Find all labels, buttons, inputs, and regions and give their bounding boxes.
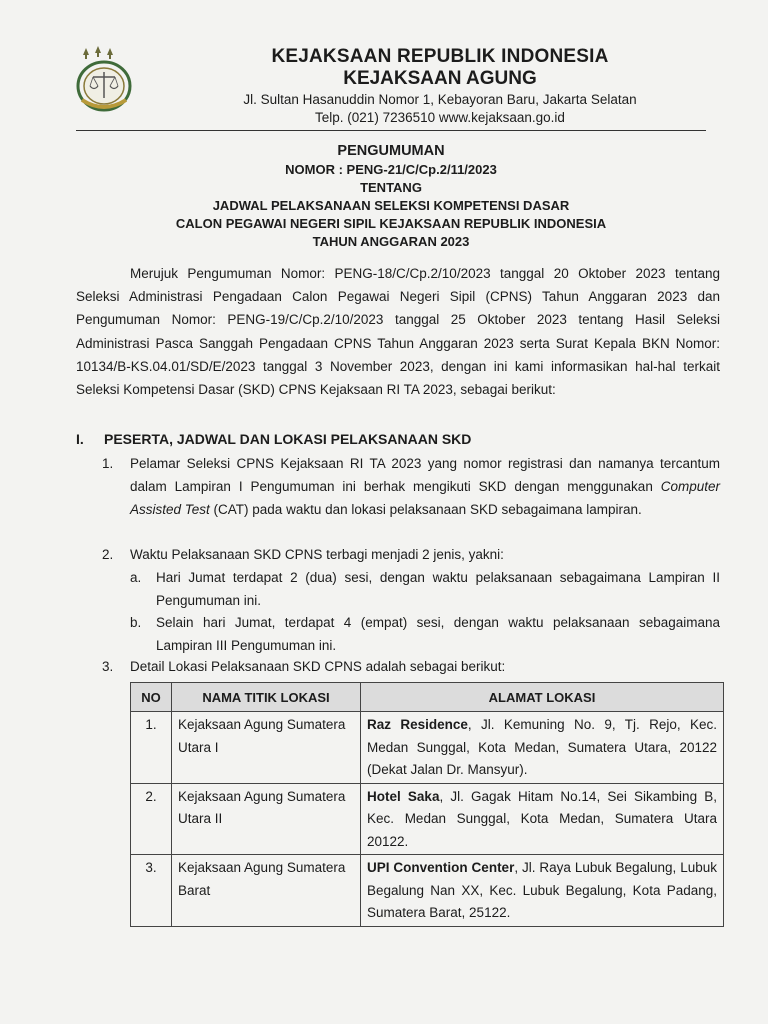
venue-address: , Jl. Gagak Hitam No.14, Sei Sikambing B, Kec. Medan Sunggal, Kota Medan, Sumatera Utara 20122.: [367, 788, 717, 849]
list-item-text: Pelamar Seleksi CPNS Kejaksaan RI TA 2023 yang nomor registrasi dan namanya tercantum dalam Lampiran I Pengumuman ini berhak mengikuti SKD dengan menggunakan: [130, 456, 720, 495]
title-heading: PENGUMUMAN: [337, 143, 445, 159]
list-item-number: 1.: [102, 456, 114, 471]
section-number: I.: [76, 431, 84, 447]
venue-address: , Jl. Kemuning No. 9, Tj. Rejo, Kec. Medan Sunggal, Kota Medan, Sumatera Utara, 20122 (Dekat Jalan Dr. Mansyur).: [367, 717, 718, 777]
title-line-2: CALON PEGAWAI NEGERI SIPIL KEJAKSAAN REPUBLIK INDONESIA: [175, 216, 607, 231]
section-title: PESERTA, JADWAL DAN LOKASI PELAKSANAAN SKD: [104, 431, 472, 447]
location-name: Kejaksaan Agung Sumatera Barat: [172, 855, 361, 927]
row-number: 2.: [131, 783, 172, 855]
section-heading: [76, 431, 471, 447]
table-row: [131, 783, 724, 855]
table-header-row: [131, 683, 724, 712]
sub-item-label: a.: [130, 570, 142, 585]
column-header-no: NO: [131, 683, 172, 712]
location-address: [361, 783, 724, 855]
location-address: [361, 712, 724, 784]
venue-name: Raz Residence: [367, 717, 468, 732]
row-number: 3.: [131, 855, 172, 927]
table-row: [131, 855, 724, 927]
venue-name: UPI Convention Center: [367, 860, 515, 875]
title-about: TENTANG: [360, 180, 422, 195]
sub-item-text: Hari Jumat terdapat 2 (dua) sesi, dengan waktu pelaksanaan sebagaimana Lampiran II Pengumuman ini.: [156, 570, 720, 609]
title-line-1: JADWAL PELAKSANAAN SELEKSI KOMPETENSI DASAR: [212, 198, 570, 213]
announcement-number: NOMOR : PENG-21/C/Cp.2/11/2023: [285, 162, 497, 177]
column-header-address: ALAMAT LOKASI: [361, 683, 724, 712]
list-item-text: Detail Lokasi Pelaksanaan SKD CPNS adalah sebagai berikut:: [130, 659, 506, 674]
title-line-3: TAHUN ANGGARAN 2023: [312, 234, 470, 249]
intro-text: Merujuk Pengumuman Nomor: PENG-18/C/Cp.2/10/2023 tanggal 20 Oktober 2023 tentang Seleksi Administrasi Pengadaan Calon Pegawai Negeri Sipil (CPNS) Tahun Anggaran 2023 dan Pengumuman Nomor: PENG-19/C/Cp.2/10/2023 tanggal 25 Oktober 2023 tentang Hasil Seleksi Administrasi Pasca Sanggah Pengadaan CPNS Tahun Anggaran 2023 serta Surat Kepala BKN Nomor: 10134/B-KS.04.01/SD/E/2023 tanggal 3 November 2023, dengan ini kami informasikan hal-hal terkait Seleksi Kompetensi Dasar (SKD) CPNS Kejaksaan RI TA 2023, sebagai berikut:: [76, 266, 720, 398]
list-item-text-end: (CAT) pada waktu dan lokasi pelaksanaan SKD sebagaimana lampiran.: [209, 502, 642, 518]
list-item-number: 3.: [102, 659, 114, 674]
location-name: Kejaksaan Agung Sumatera Utara I: [172, 712, 361, 784]
venue-address: , Jl. Raya Lubuk Begalung, Lubuk Begalung Nan XX, Kec. Lubuk Begalung, Kota Padang, Sumatera Barat, 25122.: [367, 860, 717, 920]
organization-contact: Telp. (021) 7236510 www.kejaksaan.go.id: [315, 110, 565, 125]
row-number: 1.: [131, 712, 172, 784]
location-name: Kejaksaan Agung Sumatera Utara II: [172, 783, 361, 855]
venue-name: Hotel Saka: [367, 788, 440, 804]
sub-item-a: [130, 566, 720, 612]
kejaksaan-emblem-logo: [72, 44, 146, 116]
organization-unit: KEJAKSAAN AGUNG: [343, 68, 537, 89]
announcement-title: [76, 141, 706, 251]
list-item-2: [102, 543, 720, 566]
column-header-name: NAMA TITIK LOKASI: [172, 683, 361, 712]
sub-item-text: Selain hari Jumat, terdapat 4 (empat) sesi, dengan waktu pelaksanaan sebagaimana Lampiran III Pengumuman ini.: [156, 615, 720, 654]
list-item-text: Waktu Pelaksanaan SKD CPNS terbagi menjadi 2 jenis, yakni:: [130, 547, 504, 562]
sub-item-b: [130, 611, 720, 657]
letterhead: [180, 46, 700, 126]
list-item-number: 2.: [102, 547, 114, 562]
location-table: [130, 682, 724, 927]
sub-item-label: b.: [130, 615, 142, 630]
table-row: [131, 712, 724, 784]
organization-address: Jl. Sultan Hasanuddin Nomor 1, Kebayoran Baru, Jakarta Selatan: [243, 92, 637, 107]
letterhead-divider: [76, 130, 706, 131]
location-address: [361, 855, 724, 927]
list-item-1: [102, 452, 720, 522]
intro-paragraph: [76, 262, 720, 401]
list-item-italic-term: Computer Assisted Test: [130, 479, 720, 518]
organization-name: KEJAKSAAN REPUBLIK INDONESIA: [271, 46, 609, 67]
list-item-3: [102, 655, 720, 678]
